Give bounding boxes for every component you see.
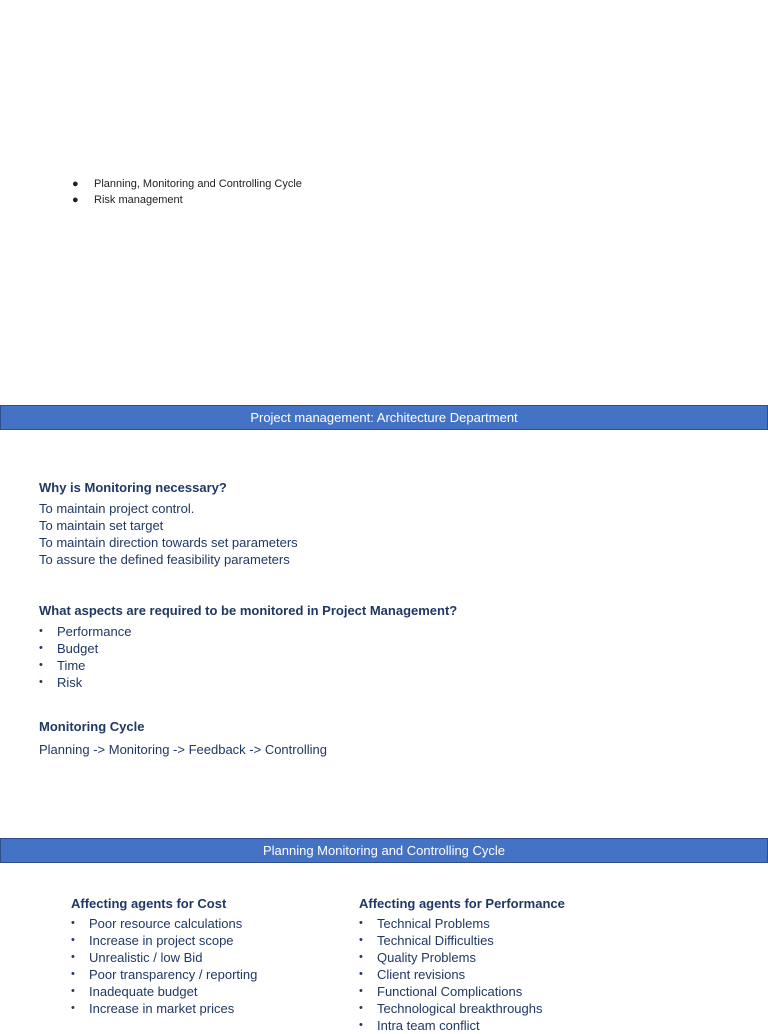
- bullet-icon: •: [359, 1019, 363, 1031]
- bullet-icon: ●: [72, 178, 79, 190]
- bullet-icon: ●: [72, 194, 79, 206]
- banner-title: Project management: Architecture Department: [250, 410, 518, 425]
- list-item: • Quality Problems: [359, 950, 476, 965]
- why-line: To assure the defined feasibility parameters: [39, 552, 290, 567]
- performance-heading: Affecting agents for Performance: [359, 896, 565, 911]
- section-banner: [0, 405, 768, 430]
- aspects-heading: What aspects are required to be monitored in Project Management?: [39, 603, 458, 618]
- bullet-icon: •: [71, 917, 75, 929]
- why-line: To maintain direction towards set parameters: [39, 535, 298, 550]
- why-heading: Why is Monitoring necessary?: [39, 480, 227, 495]
- bullet-icon: •: [71, 1002, 75, 1014]
- bullet-icon: •: [359, 934, 363, 946]
- list-item: • Time: [39, 658, 86, 673]
- list-item: • Increase in market prices: [71, 1001, 235, 1016]
- cycle-text: Planning -> Monitoring -> Feedback -> Controlling: [39, 742, 327, 757]
- list-item: • Client revisions: [359, 967, 466, 982]
- bullet-icon: •: [359, 985, 363, 997]
- aspects-list: [39, 623, 131, 691]
- section-banner: [0, 838, 768, 863]
- bullet-icon: •: [39, 676, 43, 688]
- intro-list: [72, 176, 302, 208]
- why-line: To maintain project control.: [39, 501, 195, 516]
- cost-heading: Affecting agents for Cost: [71, 896, 227, 911]
- performance-list: [359, 915, 543, 1034]
- bullet-icon: •: [71, 951, 75, 963]
- bullet-icon: •: [39, 659, 43, 671]
- list-item: • Technological breakthroughs: [359, 1001, 543, 1016]
- list-item: • Inadequate budget: [71, 984, 198, 999]
- list-item: • Unrealistic / low Bid: [71, 950, 203, 965]
- list-item: • Functional Complications: [359, 984, 523, 999]
- cost-list: [71, 915, 257, 1017]
- bullet-icon: •: [359, 917, 363, 929]
- list-item: ● Planning, Monitoring and Controlling Cycle: [72, 178, 302, 190]
- list-item: • Intra team conflict: [359, 1018, 480, 1033]
- list-item: • Poor resource calculations: [71, 916, 243, 931]
- why-lines: [39, 500, 298, 568]
- why-line: To maintain set target: [39, 518, 164, 533]
- list-item: ● Risk management: [72, 194, 183, 206]
- list-item: • Performance: [39, 624, 132, 639]
- bullet-icon: •: [359, 951, 363, 963]
- list-item: • Risk: [39, 675, 83, 690]
- bullet-icon: •: [71, 934, 75, 946]
- cycle-heading: Monitoring Cycle: [39, 719, 145, 734]
- bullet-icon: •: [39, 625, 43, 637]
- list-item: • Technical Difficulties: [359, 933, 494, 948]
- bullet-icon: •: [71, 985, 75, 997]
- bullet-icon: •: [39, 642, 43, 654]
- bullet-icon: •: [71, 968, 75, 980]
- banner-title: Planning Monitoring and Controlling Cycle: [262, 843, 506, 858]
- list-item: • Technical Problems: [359, 916, 490, 931]
- bullet-icon: •: [359, 1002, 363, 1014]
- list-item: • Poor transparency / reporting: [71, 967, 258, 982]
- list-item: • Increase in project scope: [71, 933, 234, 948]
- bullet-icon: •: [359, 968, 363, 980]
- list-item: • Budget: [39, 641, 99, 656]
